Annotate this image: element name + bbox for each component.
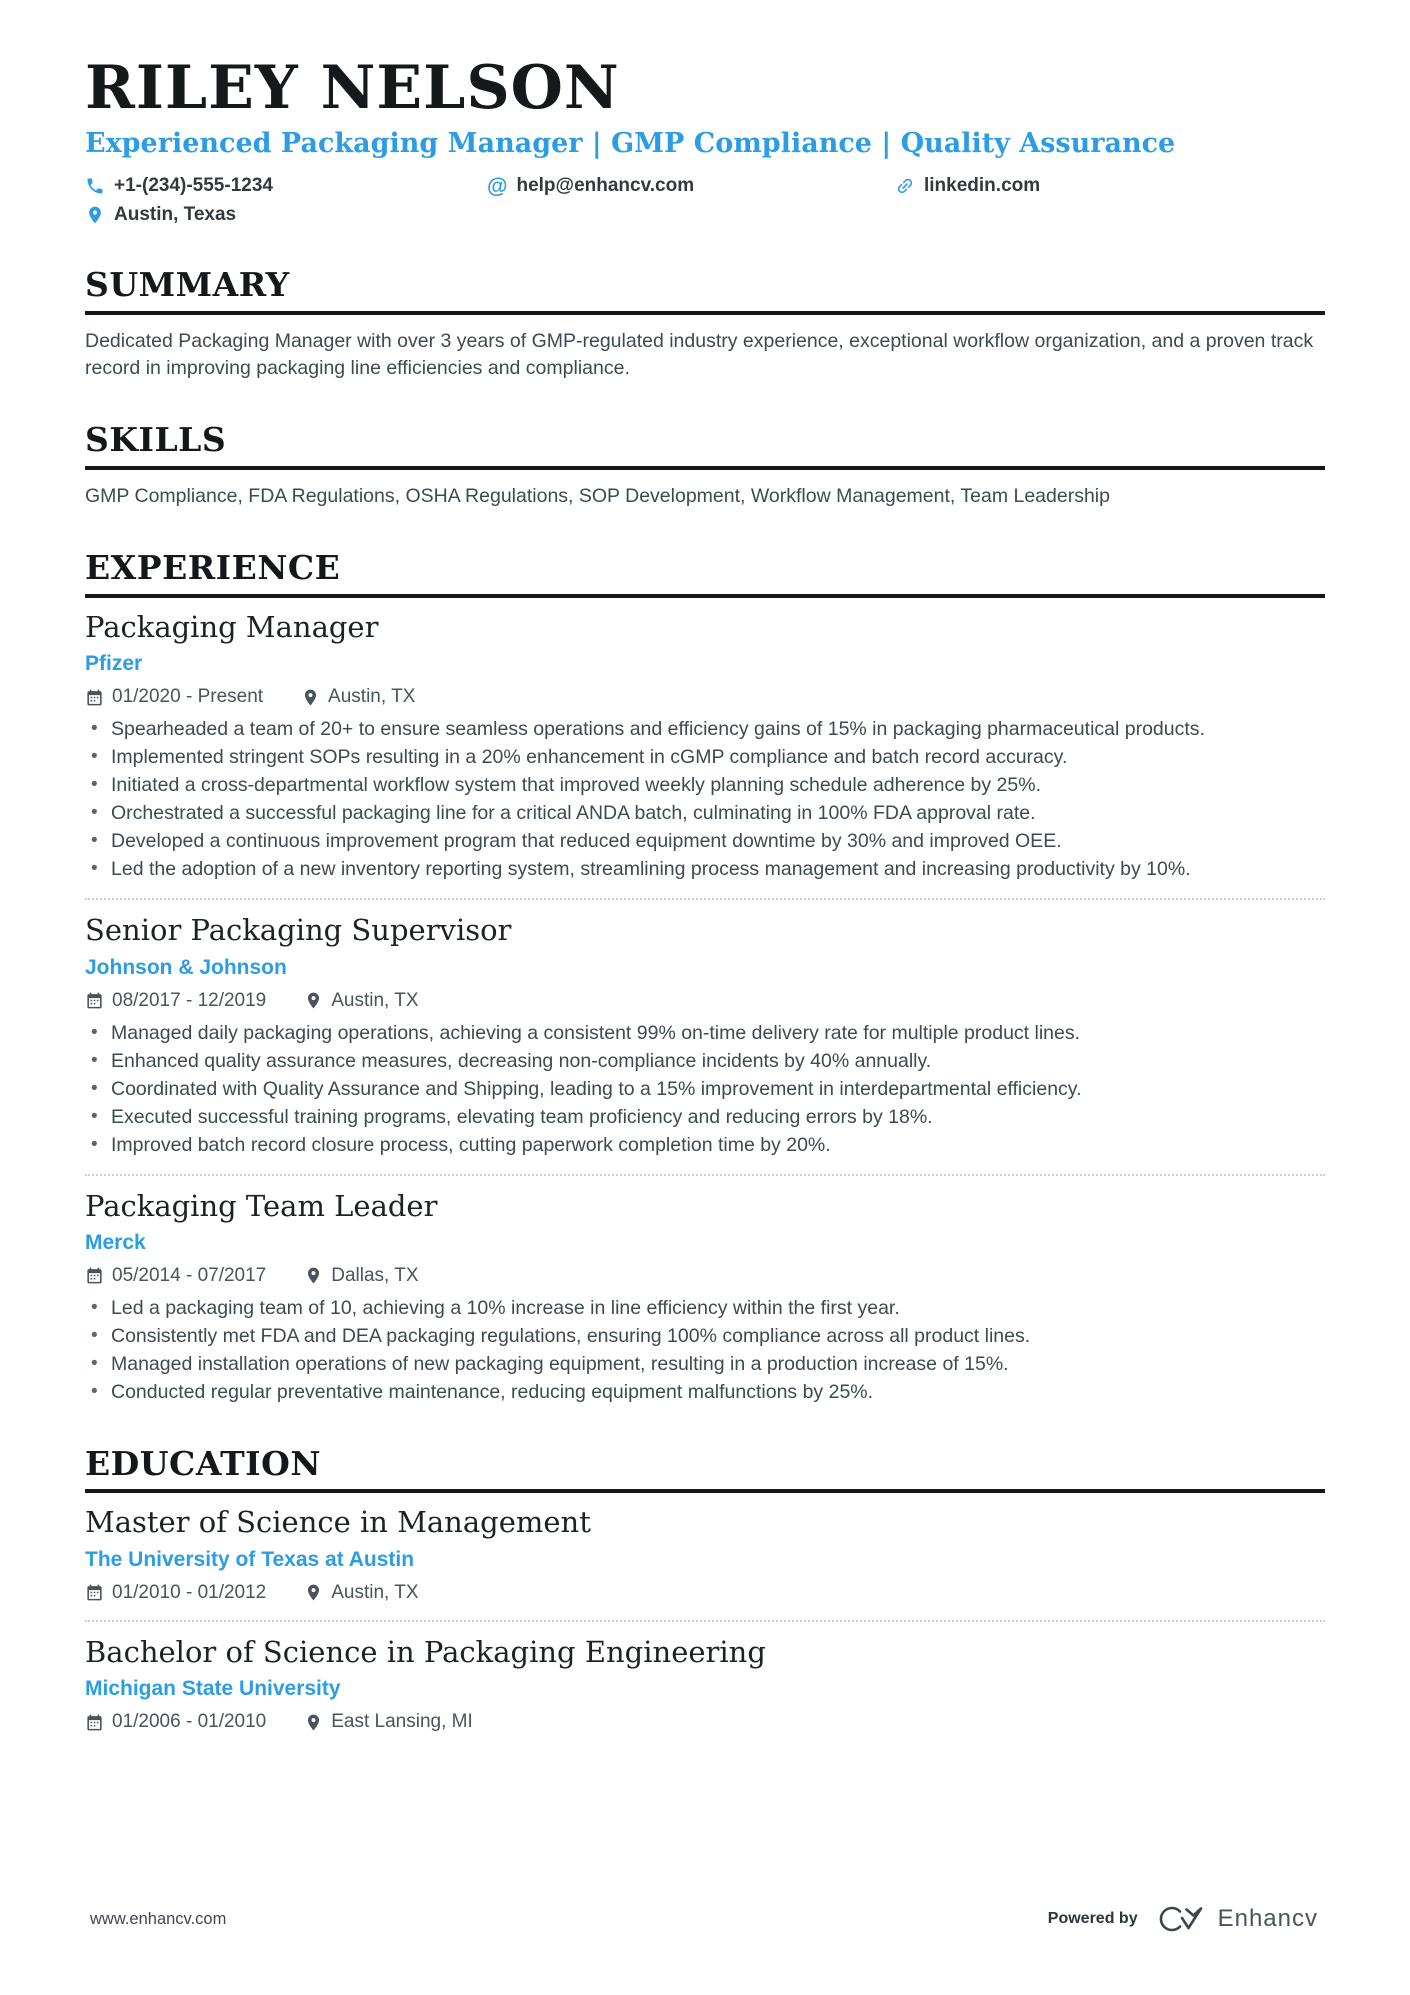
job-dates [85, 1265, 266, 1287]
company-name: Merck [85, 1230, 146, 1254]
calendar-icon [85, 1583, 104, 1602]
bullet-item: • Led a packaging team of 10, achieving a 10% increase in line efficiency within the first year. [111, 1295, 1325, 1321]
job-meta [85, 1265, 1325, 1287]
summary-section [85, 265, 1325, 381]
job-dates [85, 686, 263, 708]
bullet-item: • Consistently met FDA and DEA packaging regulations, ensuring 100% compliance across all product lines. [111, 1323, 1325, 1349]
calendar-icon [85, 1713, 104, 1732]
site-link[interactable]: www.enhancv.com [90, 1909, 227, 1928]
location-pin-icon [301, 688, 320, 707]
degree-title: Bachelor of Science in Packaging Engineering [85, 1634, 766, 1669]
bullet-item: • Developed a continuous improvement program that reduced equipment downtime by 30% and improved OEE. [111, 828, 1325, 854]
degree-location [304, 1582, 418, 1604]
location-contact [85, 204, 236, 226]
location-pin-icon [304, 1713, 323, 1732]
job-dates-text: 05/2014 - 07/2017 [112, 1264, 267, 1286]
degree-dates [85, 1582, 266, 1604]
powered-by-group [1048, 1903, 1318, 1935]
degree-entry [85, 1506, 1325, 1603]
entry-divider [85, 898, 1325, 900]
bullet-item: • Led the adoption of a new inventory reporting system, streamlining process management and increasing productivity by 10%. [111, 856, 1325, 882]
email-contact[interactable] [487, 175, 895, 197]
bullet-item: • Coordinated with Quality Assurance and Shipping, leading to a 15% improvement in interdepartmental efficiency. [111, 1076, 1325, 1102]
skills-text: GMP Compliance, FDA Regulations, OSHA Regulations, SOP Development, Workflow Management, Team Leadership [85, 484, 1110, 507]
education-section [85, 1443, 1325, 1733]
job-meta [85, 686, 1325, 708]
degree-entry [85, 1636, 1325, 1733]
phone-icon [85, 176, 105, 196]
job-entry [85, 914, 1325, 1157]
degree-dates [85, 1711, 266, 1733]
location-text: Austin, Texas [114, 204, 237, 226]
degree-meta [85, 1582, 1325, 1604]
location-pin-icon [304, 1266, 323, 1285]
school-name: Michigan State University [85, 1677, 341, 1701]
job-title: Senior Packaging Supervisor [85, 913, 512, 948]
summary-text: Dedicated Packaging Manager with over 3 years of GMP-regulated industry experience, exceptional workflow organization, and a proven track record in improving packaging line efficiencies and compliance. [85, 330, 1314, 379]
degree-location-text: Austin, TX [331, 1581, 419, 1603]
job-meta [85, 990, 1325, 1012]
company-name: Pfizer [85, 652, 143, 676]
education-heading: EDUCATION [85, 1447, 1325, 1494]
summary-heading: SUMMARY [85, 268, 1325, 315]
bullet-item: • Initiated a cross-departmental workflow system that improved weekly planning schedule adherence by 25%. [111, 772, 1325, 798]
email-text: help@enhancv.com [516, 175, 695, 197]
company-name: Johnson & Johnson [85, 955, 287, 979]
job-location-text: Austin, TX [331, 989, 419, 1011]
bullet-item: • Conducted regular preventative maintenance, reducing equipment malfunctions by 25%. [111, 1379, 1325, 1405]
brand-wordmark: Enhancv [1217, 1905, 1318, 1932]
school-name: The University of Texas at Austin [85, 1547, 415, 1571]
link-icon [895, 176, 915, 196]
job-dates [85, 990, 266, 1012]
degree-dates-text: 01/2010 - 01/2012 [112, 1581, 267, 1603]
job-bullets [85, 716, 1325, 882]
job-entry [85, 611, 1325, 882]
job-bullets [85, 1295, 1325, 1405]
contact-block [85, 175, 1325, 226]
job-location-text: Dallas, TX [331, 1264, 419, 1286]
job-entry [85, 1190, 1325, 1405]
degree-dates-text: 01/2006 - 01/2010 [112, 1711, 267, 1733]
degree-location [304, 1711, 473, 1733]
powered-by-label: Powered by [1047, 1910, 1138, 1927]
bullet-item: • Enhanced quality assurance measures, decreasing non-compliance incidents by 40% annually. [111, 1048, 1325, 1074]
bullet-item: • Implemented stringent SOPs resulting in a 20% enhancement in cGMP compliance and batch record accuracy. [111, 744, 1325, 770]
degree-meta [85, 1711, 1325, 1733]
linkedin-text: linkedin.com [924, 175, 1041, 197]
location-pin-icon [85, 205, 105, 225]
bullet-item: • Managed installation operations of new packaging equipment, resulting in a production increase of 15%. [111, 1351, 1325, 1377]
job-dates-text: 01/2020 - Present [112, 686, 264, 708]
job-location [304, 1265, 418, 1287]
phone-contact [85, 175, 487, 197]
entry-divider [85, 1620, 1325, 1622]
linkedin-contact[interactable] [895, 175, 1040, 197]
degree-location-text: East Lansing, MI [331, 1711, 473, 1733]
calendar-icon [85, 991, 104, 1010]
candidate-headline: Experienced Packaging Manager | GMP Compliance | Quality Assurance [85, 128, 1176, 159]
job-title: Packaging Manager [85, 609, 379, 644]
bullet-item: • Orchestrated a successful packaging line for a critical ANDA batch, culminating in 100% FDA approval rate. [111, 800, 1325, 826]
entry-divider [85, 1174, 1325, 1176]
job-bullets [85, 1020, 1325, 1158]
bullet-item: • Managed daily packaging operations, achieving a consistent 99% on-time delivery rate for multiple product lines. [111, 1020, 1325, 1046]
skills-section [85, 420, 1325, 509]
location-pin-icon [304, 1583, 323, 1602]
contact-row-1 [85, 175, 1325, 197]
job-location-text: Austin, TX [328, 686, 416, 708]
enhancv-logo-icon [1156, 1903, 1206, 1935]
bullet-item: • Spearheaded a team of 20+ to ensure seamless operations and efficiency gains of 15% in packaging pharmaceutical products. [111, 716, 1325, 742]
resume-header [85, 54, 1325, 226]
candidate-name: RILEY NELSON [85, 53, 620, 123]
degree-title: Master of Science in Management [85, 1505, 591, 1540]
calendar-icon [85, 688, 104, 707]
job-title: Packaging Team Leader [85, 1188, 438, 1223]
experience-heading: EXPERIENCE [85, 551, 1325, 598]
page-footer [90, 1903, 1318, 1935]
contact-row-2 [85, 204, 1325, 226]
phone-text: +1-(234)-555-1234 [114, 175, 273, 197]
bullet-item: • Executed successful training programs, elevating team proficiency and reducing errors by 18%. [111, 1104, 1325, 1130]
at-icon: @ [487, 174, 508, 198]
location-pin-icon [304, 991, 323, 1010]
job-location [301, 686, 415, 708]
skills-heading: SKILLS [85, 423, 1325, 470]
calendar-icon [85, 1266, 104, 1285]
experience-section [85, 548, 1325, 1405]
job-dates-text: 08/2017 - 12/2019 [112, 989, 267, 1011]
bullet-item: • Improved batch record closure process, cutting paperwork completion time by 20%. [111, 1132, 1325, 1158]
job-location [304, 990, 418, 1012]
